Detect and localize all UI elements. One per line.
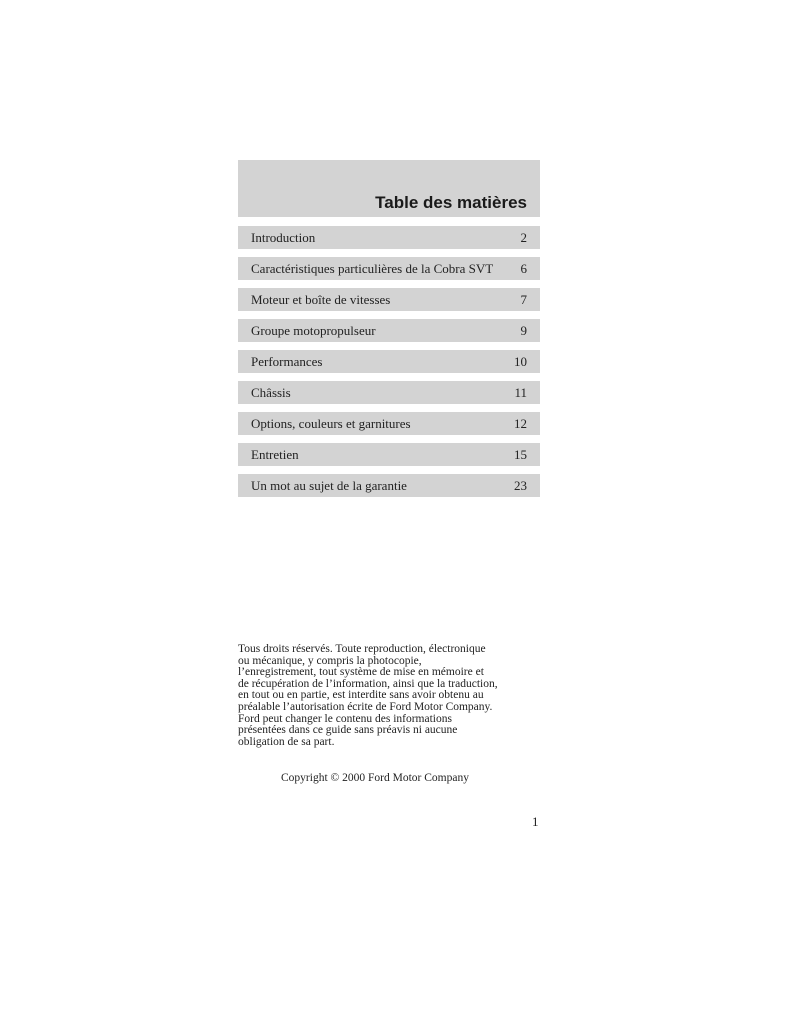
toc-entry-label: Options, couleurs et garnitures — [251, 416, 411, 431]
table-of-contents — [238, 226, 540, 505]
rights-line: présentées dans ce guide sans préavis ni aucune — [238, 724, 458, 737]
toc-entry[interactable] — [238, 412, 540, 435]
toc-entry-label: Moteur et boîte de vitesses — [251, 292, 391, 307]
toc-entry-page: 10 — [514, 354, 527, 369]
toc-entry[interactable] — [238, 381, 540, 404]
toc-entry-label: Entretien — [251, 447, 299, 462]
toc-entry[interactable] — [238, 288, 540, 311]
toc-entry[interactable] — [238, 350, 540, 373]
toc-entry-page: 12 — [514, 416, 527, 431]
toc-entry[interactable] — [238, 319, 540, 342]
toc-entry[interactable] — [238, 474, 540, 497]
toc-entry[interactable] — [238, 226, 540, 249]
page-title: Table des matières — [375, 193, 527, 212]
toc-entry-page: 9 — [520, 323, 527, 338]
toc-entry[interactable] — [238, 443, 540, 466]
page-number: 1 — [532, 814, 539, 829]
toc-entry-label: Caractéristiques particulières de la Cobra SVT — [251, 261, 494, 276]
rights-notice — [238, 644, 538, 748]
rights-line: obligation de sa part. — [238, 735, 335, 748]
toc-entry-page: 23 — [514, 478, 527, 493]
rights-line: ou mécanique, y compris la photocopie, — [238, 654, 422, 667]
toc-entry-label: Introduction — [251, 230, 316, 245]
toc-entry-label: Un mot au sujet de la garantie — [251, 478, 407, 493]
toc-entry-page: 7 — [520, 292, 527, 307]
toc-entry-page: 11 — [514, 385, 527, 400]
toc-entry[interactable] — [238, 257, 540, 280]
rights-line: l’enregistrement, tout système de mise en mémoire et — [238, 666, 484, 679]
toc-entry-label: Groupe motopropulseur — [251, 323, 376, 338]
rights-line: en tout ou en partie, est interdite sans avoir obtenu au — [238, 689, 484, 702]
toc-entry-page: 15 — [514, 447, 527, 462]
toc-entry-page: 6 — [520, 261, 527, 276]
toc-header — [238, 160, 540, 217]
rights-line: Ford peut changer le contenu des informations — [238, 712, 452, 725]
rights-line: de récupération de l’information, ainsi que la traduction, — [238, 677, 498, 690]
rights-line: Tous droits réservés. Toute reproduction, électronique — [238, 643, 486, 655]
toc-entry-label: Châssis — [251, 385, 291, 400]
toc-entry-label: Performances — [251, 354, 323, 369]
toc-entry-page: 2 — [520, 230, 527, 245]
rights-line: préalable l’autorisation écrite de Ford Motor Company. — [238, 700, 493, 713]
copyright-notice: Copyright © 2000 Ford Motor Company — [281, 772, 469, 784]
